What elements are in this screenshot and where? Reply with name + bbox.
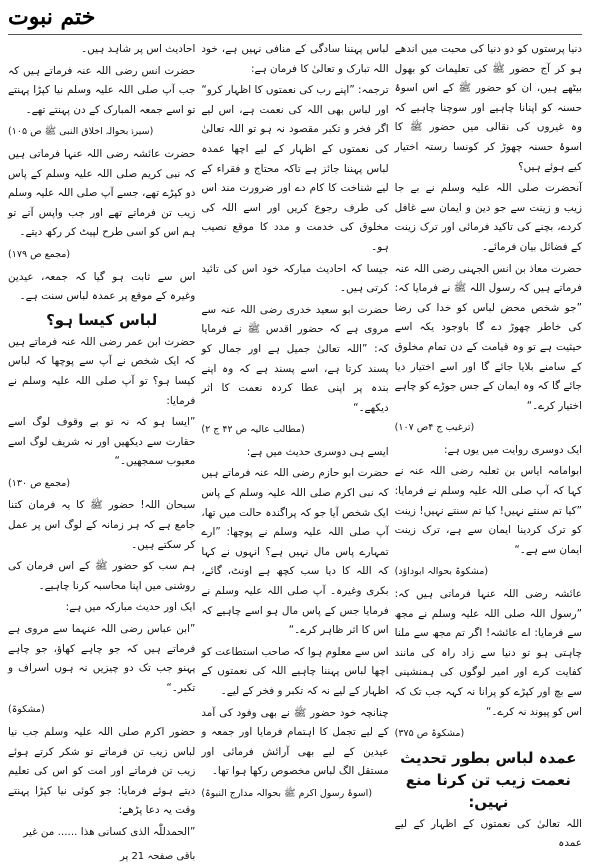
reference-citation: (مشکوۃ بحوالہ ابوداؤد)	[394, 566, 489, 578]
paragraph: اس سے معلوم ہوا کہ صاحب استطاعت کو اچھا لباس پہننا چاہیے اللہ کی نعمتوں کے اظہار کے لیے نہ کہ تکبر و فخر کے لیے۔	[201, 645, 389, 697]
paragraph: عائشہ رضی اللہ عنہا فرماتی ہیں کہ: ”رسول اللہ صلی اللہ علیہ وسلم نے مجھ سے فرمایا: اے عائشہ! اگر تم مجھ سے ملنا چاہتی ہو تو دنیا سے زاد راہ کی مانند کفایت کرے اور امیر لوگوں کی ہمنشینی سے بچ اور کپڑے کو پرانا نہ کہہ جب تک کہ اس کو پیوند نہ کرے۔“	[394, 588, 582, 718]
paragraph: ایسے ہی دوسری حدیث میں ہے:	[246, 445, 389, 458]
column-middle	[201, 40, 388, 854]
column-left	[8, 40, 196, 862]
paragraph: جیسا کہ احادیث مبارکہ خود اس کی تائید کرتی ہیں۔	[201, 262, 389, 295]
paragraph: حضرت عائشہ رضی اللہ عنہا فرماتی ہیں کہ نبی کریم صلی اللہ علیہ وسلم کے پاس دو کپڑے تھے، جسے آپ صلی اللہ علیہ وسلم زیب تن فرماتے تھے اور جب واپس آتے تو ہم اس کو اسی طرح لپیٹ کر رکھ دیتے۔	[8, 147, 196, 239]
section-heading: لباس کیسا ہو؟	[46, 310, 158, 329]
paragraph: سبحان اللہ! حضور ﷺ کا یہ فرمان کتنا جامع ہے کہ ہر زمانہ کے لوگ اس پر عمل کر سکتے ہیں۔	[8, 499, 196, 551]
header-divider	[8, 34, 582, 35]
paragraph: ایک اور حدیث مبارکہ میں ہے:	[65, 601, 196, 614]
reference-citation: (سیرۃ بحوالہ اخلاق النبی ﷺ ص ۱۰۵)	[8, 126, 154, 138]
paragraph: حضرت انس رضی اللہ عنہ فرماتے ہیں کہ جب آپ صلی اللہ علیہ وسلم نیا کپڑا پہنتے تو اسے جمعہ المبارک کے دن پہنتے تھے۔	[8, 64, 196, 116]
paragraph: ”ایسا ہو کہ نہ تو بے وقوف لوگ اسے حقارت سے دیکھیں اور نہ شریف لوگ اسے معیوب سمجھیں۔“	[8, 416, 196, 468]
paragraph: حضرت ابن عمر رضی اللہ عنہ فرماتے ہیں کہ ایک شخص نے آپ سے پوچھا کہ لباس کیسا ہو؟ تو آپ صلی اللہ علیہ وسلم نے فرمایا:	[8, 335, 196, 407]
paragraph: چنانچہ خود حضور ﷺ نے بھی وفود کی آمد کے لیے تجمل کا اہتمام فرمایا اور جمعہ و عیدین کے لیے بھی آرائش فرمائی اور مستقل الگ لباس مخصوص رکھا ہوا تھا۔	[201, 706, 389, 778]
column-right	[395, 40, 582, 854]
paragraph: ہم سب کو حضور ﷺ کے اس فرمان کی روشنی میں اپنا محاسبہ کرنا چاہیے۔	[8, 560, 196, 592]
paragraph: ”الحمدللّٰہ الذی کسانی ھذا ...... من غیر	[23, 825, 196, 838]
reference-citation: (اسوۂ رسول اکرم ﷺ بحوالہ مدارج النبوۃ)	[201, 787, 373, 799]
paragraph: ”ابن عباس رضی اللہ عنہما سے مروی ہے فرماتے ہیں کہ جو چاہے کھاؤ، جو چاہے پہنو جب تک دو چیزیں نہ ہوں اسراف و تکبر۔“	[8, 623, 196, 694]
reference-citation: (مشکوۃ ص ۳۷۵)	[394, 728, 465, 740]
paragraph: احادیث اس پر شاہد ہیں۔	[81, 43, 196, 55]
paragraph: حضور اکرم صلی اللہ علیہ وسلم جب نیا لباس زیب تن فرماتے تو شکر کرتے ہوئے زیب تن فرماتے اور امت کو اس کی تعلیم دیتے ہوئے فرمایا: جو کوئی نیا کپڑا پہنتے وقت یہ دعا پڑھے:	[8, 726, 196, 817]
paragraph: حضرت معاذ بن انس الجہنی رضی اللہ عنہ فرماتے ہیں کہ رسول اللہ ﷺ نے فرمایا کہ: ”جو شخص محض لباس کو خدا کی رضا کی خاطر چھوڑ دے گا باوجود یکہ اسے حیثیت ہے تو وہ قیامت کے دن تمام مخلوق کے سامنے بلایا جائے گا اور اسے اختیار دیا جائے گا کہ وہ ایمان کے جس جوڑے کو چاہے اختیار کرے۔“	[394, 262, 582, 412]
paragraph: اللہ تعالیٰ کی نعمتوں کے اظہار کے لیے عمدہ	[394, 817, 582, 850]
masthead-logo: ختم نبوت	[8, 4, 96, 30]
reference-citation: (مشکوۃ)	[8, 704, 45, 716]
text-columns	[8, 40, 582, 862]
paragraph: آنحضرت صلی اللہ علیہ وسلم نے بے جا زیب و زینت سے جو دین و ایمان سے غافل کردے، بچنے کی تاکید فرمائی اور ترک زینت کے فضائل بیان فرمائے۔	[394, 182, 582, 253]
paragraph: دنیا پرستوں کو دو دنیا کی محبت میں اندھے ہو کر آج حضور ﷺ کی تعلیمات کو بھول بیٹھے ہیں، ان کو حضور ﷺ کے اس اسوۂ حسنہ کو اپنانا چاہیے اور سوچنا چاہیے کہ وہ غیروں کی نقالی میں حضور ﷺ کا اسوۂ حسنہ چھوڑ کر کونسا رستہ اختیار کیے ہوئے ہیں؟	[394, 43, 582, 173]
reference-citation: (مطالب عالیہ ص ۴۲ ج ۲)	[201, 424, 305, 436]
section-heading: عمدہ لباس بطور تحدیث نعمت زیب تن کرنا منع نہیں:	[400, 748, 577, 811]
reference-citation: (مجمع ص ۱۷۹)	[8, 248, 71, 260]
paragraph: اس سے ثابت ہو گیا کہ جمعہ، عیدین وغیرہ کے موقع پر عمدہ لباس سنت ہے۔	[8, 270, 196, 303]
paragraph: حضرت ابو سعید خدری رضی اللہ عنہ سے مروی ہے کہ حضور اقدس ﷺ نے فرمایا کہ: ”اللہ تعالیٰ جمیل ہے اور جمال کو پسند کرتا ہے، اسے پسند ہے کہ وہ اپنے بندہ پر اپنی عطا کردہ نعمت کا اثر دیکھے۔“	[201, 303, 389, 414]
paragraph: لباس پہننا سادگی کے منافی نہیں ہے، خود اللہ تبارک و تعالیٰ کا فرمان ہے:	[201, 43, 389, 75]
paragraph: ابوامامہ ایاس بن ثعلبہ رضی اللہ عنہ نے کہا کہ آپ صلی اللہ علیہ وسلم نے فرمایا: ”کیا تم سنتے نہیں! کیا تم سنتے نہیں! زینت کو ترک کردینا ایمان سے ہے، ترک زینت ایمان سے ہے۔“	[394, 465, 582, 556]
paragraph: ایک دوسری روایت میں یوں ہے:	[443, 443, 582, 456]
reference-citation: (مجمع ص ۱۳۰)	[8, 477, 71, 489]
reference-citation: (ترغیب ج ۴ص ۱۰۷)	[394, 422, 475, 434]
continued-on-page-note: باقی صفحہ 21 پر	[119, 850, 196, 862]
paragraph: ترجمہ: ”اپنے رب کی نعمتوں کا اظہار کرو“ اور لباس بھی اللہ کی نعمت ہے، اس لیے اگر فخر و تکبر مقصود نہ ہو تو اللہ تعالیٰ کی نعمتوں کے اظہار کے لیے اچھا عمدہ لباس پہننا جائز ہے تاکہ محتاج و فقراء کے لیے شناخت کا کام دے اور ضرورت مند اس کی طرف رجوع کریں اور اسے اللہ کی مخلوق کی خدمت و مدد کا موقع نصیب ہو۔	[201, 84, 389, 253]
page-header	[8, 4, 582, 38]
paragraph: حضرت ابو حازم رضی اللہ عنہ فرماتے ہیں کہ نبی اکرم صلی اللہ علیہ وسلم کے پاس ایک شخص آیا جو کہ پراگندہ حالت میں تھا، آپ صلی اللہ علیہ وسلم نے پوچھا: ”ارے تمہارے پاس مال نہیں ہے؟ انہوں نے کہا کہ اللہ کا دیا سب کچھ ہے اونٹ، گائے، بکری وغیرہ۔ آپ صلی اللہ علیہ وسلم نے فرمایا جس کے پاس مال ہو اسے چاہیے کہ اس کا اثر ظاہر کرے۔“	[201, 467, 389, 637]
